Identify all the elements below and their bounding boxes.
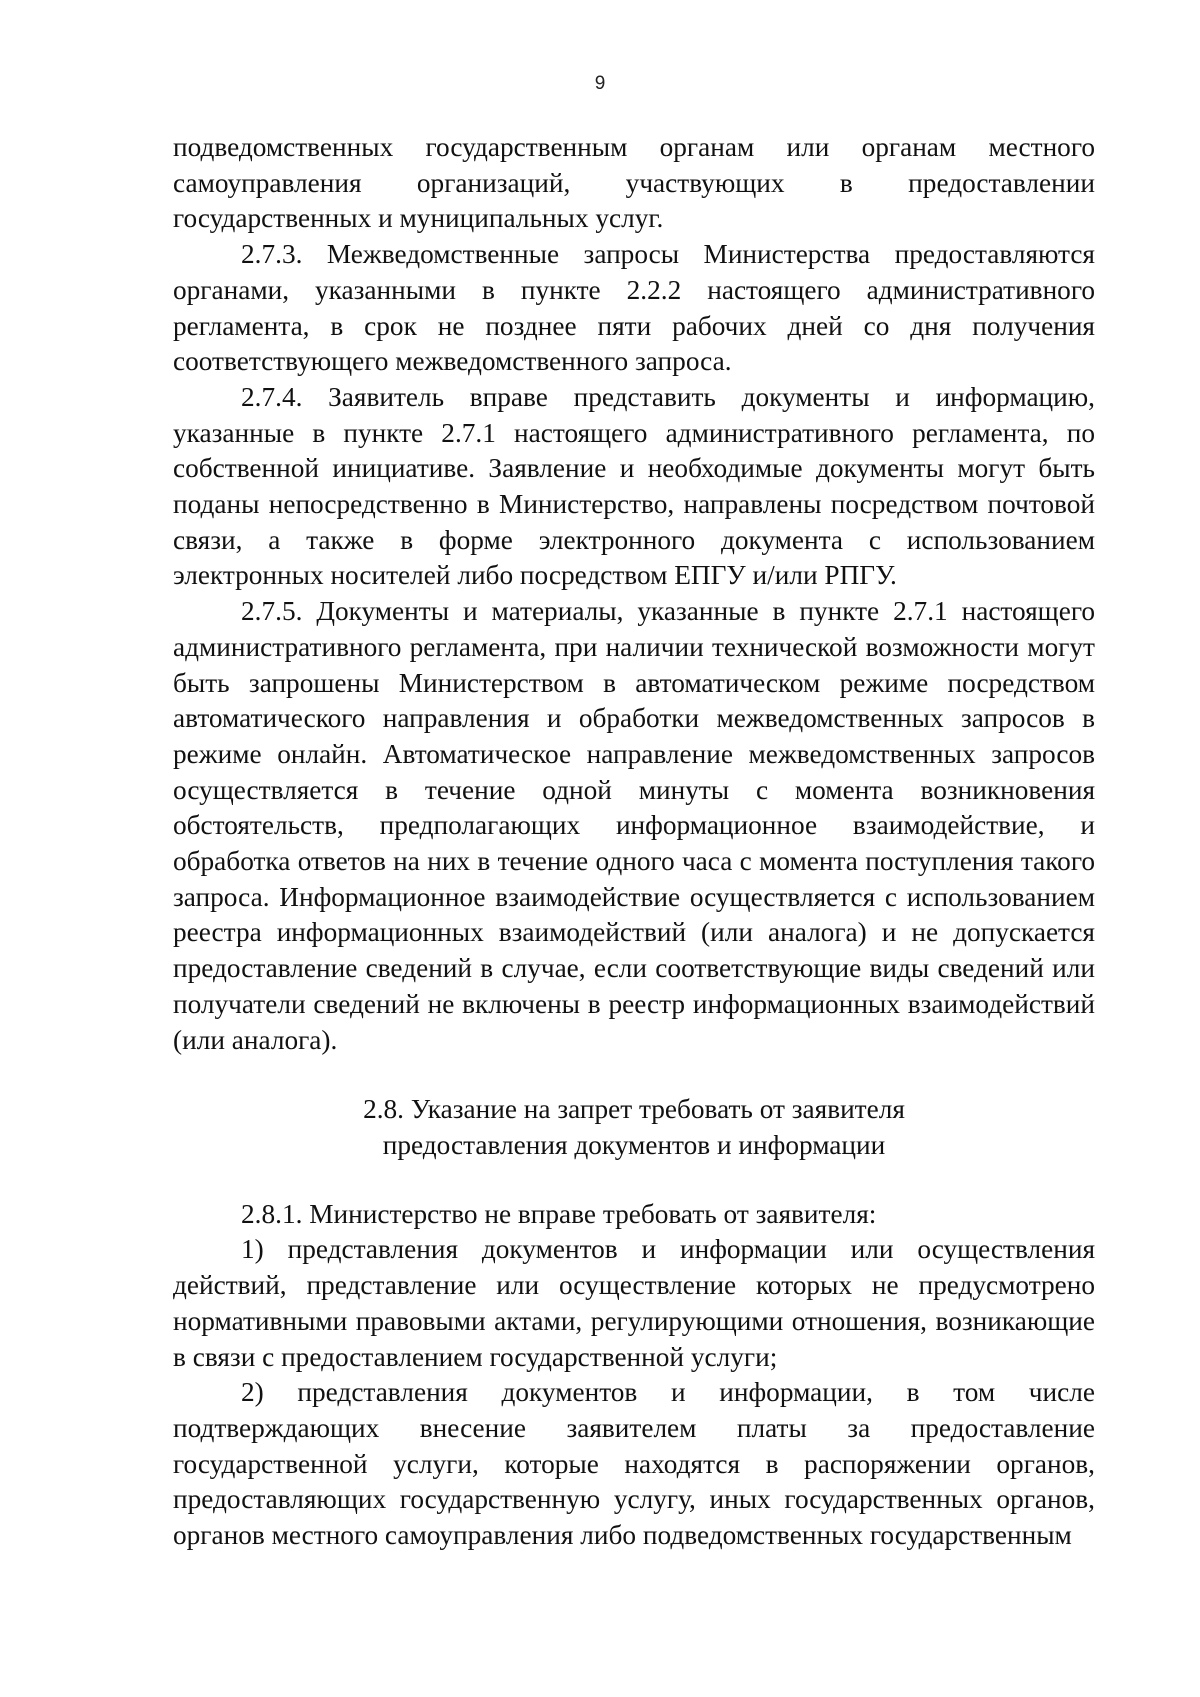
section-heading-2-8 bbox=[173, 1092, 1095, 1163]
section-heading-line-1: 2.8. Указание на запрет требовать от заявителя bbox=[363, 1094, 905, 1125]
paragraph-2-7-4: 2.7.4. Заявитель вправе представить документы и информацию, указанные в пункте 2.7.1 настоящего административного регламента, по собственной инициативе. Заявление и необходимые документы могут быть поданы непосредственно в Министерство, направлены посредством почтовой связи, а также в форме электронного документа с использованием электронных носителей либо посредством ЕПГУ и/или РПГУ. bbox=[173, 381, 1095, 591]
list-item-1: 1) представления документов и информации или осуществления действий, представление или осуществление которых не предусмотрено нормативными правовыми актами, регулирующими отношения, возникающие в связи с предоставлением государственной услуги; bbox=[173, 1234, 1095, 1372]
paragraph-2-7-3: 2.7.3. Межведомственные запросы Министерства предоставляются органами, указанными в пункте 2.2.2 настоящего административного регламента, в срок не позднее пяти рабочих дней со дня получения соответствующего межведомственного запроса. bbox=[173, 239, 1095, 377]
paragraph-continuation: подведомственных государственным органам или органам местного самоуправления организаций, участвующих в предоставлении государственных и муниципальных услуг. bbox=[173, 132, 1095, 234]
page-number: 9 bbox=[594, 73, 606, 94]
paragraph-2-8-1: 2.8.1. Министерство не вправе требовать от заявителя: bbox=[241, 1198, 877, 1229]
list-item-2: 2) представления документов и информации, в том числе подтверждающих внесение заявителем платы за предоставление государственной услуги, которые находятся в распоряжении органов, предоставляющих государственную услугу, иных государственных органов, органов местного самоуправления либо подведомственных государственным bbox=[173, 1377, 1095, 1551]
section-heading-line-2: предоставления документов и информации bbox=[382, 1129, 886, 1160]
document-body bbox=[173, 130, 1095, 1554]
paragraph-2-7-5: 2.7.5. Документы и материалы, указанные в пункте 2.7.1 настоящего административного регламента, при наличии технической возможности могут быть запрошены Министерством в автоматическом режиме посредством автоматического направления и обработки межведомственных запросов в режиме онлайн. Автоматическое направление межведомственных запросов осуществляется в течение одной минуты с момента возникновения обстоятельств, предполагающих информационное взаимодействие, и обработка ответов на них в течение одного часа с момента поступления такого запроса. Информационное взаимодействие осуществляется с использованием реестра информационных взаимодействий (или аналога) и не допускается предоставление сведений в случае, если соответствующие виды сведений или получатели сведений не включены в реестр информационных взаимодействий (или аналога). bbox=[173, 596, 1095, 1055]
